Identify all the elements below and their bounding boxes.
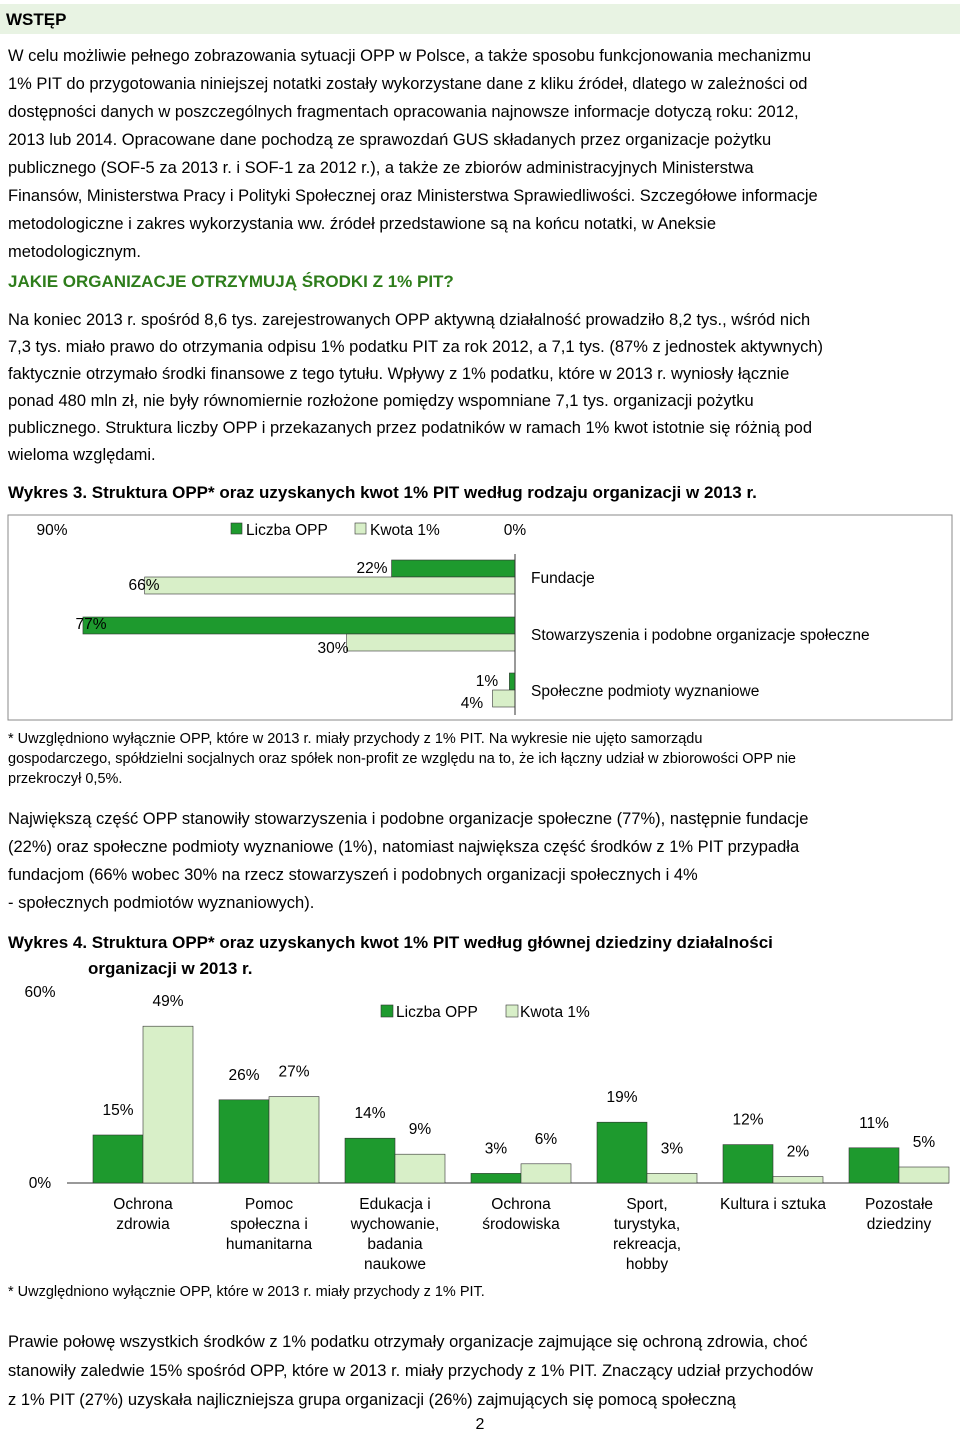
section-title: JAKIE ORGANIZACJE OTRZYMUJĄ ŚRODKI Z 1% PIT? [8,272,454,291]
text-line: - społecznych podmiotów wyznaniowych). [8,894,315,912]
chart3-label-kwota: 4% [460,695,484,712]
chart4-category-label: Ochrona [491,1196,551,1213]
chart4-bar-liczba [723,1145,773,1183]
chart4-label-kwota: 49% [152,993,184,1011]
chart3-bar-kwota [145,577,515,594]
text-line: z 1% PIT (27%) uzyskała najliczniejsza grupa organizacji (26%) zajmujących się pomocą społeczną [8,1391,736,1409]
text-line: metodologicznym. [8,243,141,261]
legend-label-kwota: Kwota 1% [520,1004,590,1021]
text-line: Największą część OPP stanowiły stowarzyszenia i podobne organizacje społeczne (77%), następnie fundacje [8,810,809,828]
note-line: przekroczył 0,5%. [8,771,123,787]
chart3-title: Wykres 3. Struktura OPP* oraz uzyskanych kwot 1% PIT według rodzaju organizacji w 2013 r. [8,483,757,502]
chart4-bar-liczba [471,1173,521,1183]
legend-swatch-liczba [231,523,242,534]
page-heading: WSTĘP [6,10,67,29]
chart4-title-line: organizacji w 2013 r. [88,959,253,978]
paragraph-2 [8,307,954,469]
legend-swatch-liczba [381,1005,393,1017]
text-line: wieloma względami. [8,446,156,464]
chart4-y-bottom-label: 0% [28,1175,52,1192]
chart4-bar-liczba [93,1135,143,1183]
text-line: 1% PIT do przygotowania niniejszej notatki zostały wykorzystane dane z kliku źródeł, dlatego w zależności od [8,75,808,93]
text-line: (22%) oraz społeczne podmioty wyznaniowe (1%), natomiast największa część środków z 1% PIT przypadła [8,838,800,856]
chart4-label-liczba: 26% [228,1066,260,1084]
chart3-label-kwota: 22% [356,560,388,577]
chart4-category-label: humanitarna [225,1236,313,1253]
chart4-category-label: Pomoc [244,1196,294,1213]
chart4-bar-kwota [773,1177,823,1183]
chart4-note: * Uwzględniono wyłącznie OPP, które w 2013 r. miały przychody z 1% PIT. [8,1284,485,1300]
text-line: ponad 480 mln zł, nie były równomiernie rozłożone pomiędzy wspomniane 7,1 tys. organizacji pożytku [8,392,754,410]
text-line: stanowiły zaledwie 15% spośród OPP, które w 2013 r. miały przychody z 1% PIT. Znaczący udział przychodów [8,1362,813,1380]
chart4-label-kwota: 9% [408,1121,432,1139]
chart4-bar-kwota [899,1167,949,1183]
chart4-category-label: Sport, [626,1196,668,1213]
chart4-y-top-label: 60% [24,984,56,1001]
chart4-label-kwota: 2% [786,1143,810,1161]
text-line: Na koniec 2013 r. spośród 8,6 tys. zarejestrowanych OPP aktywną działalność prowadziło 8,2 tys., wśród nich [8,311,811,329]
legend-label-liczba: Liczba OPP [246,522,328,539]
chart4-category-label: Edukacja i [359,1196,431,1213]
text-line: Finansów, Ministerstwa Pracy i Polityki Społecznej oraz Ministerstwa Sprawiedliwości. Szczegółowe informacje [8,187,818,205]
chart4-bar-kwota [647,1173,697,1183]
chart4-label-kwota: 27% [278,1063,310,1081]
chart4-category-label: dziedziny [866,1216,932,1233]
chart3-axis-label-right: 0% [503,522,527,539]
chart4-label-kwota: 6% [534,1130,558,1148]
text-line: fundacjom (66% wobec 30% na rzecz stowarzyszeń i podobnych organizacji społecznych i 4% [8,866,698,884]
chart4-bar-liczba [345,1138,395,1183]
legend-label-kwota: Kwota 1% [370,522,440,539]
chart4-category-label: wychowanie, [350,1216,440,1233]
text-line: metodologiczne i zakres wykorzystania ww. źródeł przedstawione są na końcu notatki, w Aneksie [8,215,717,233]
chart3-note [8,729,954,789]
text-line: 2013 lub 2014. Opracowane dane pochodzą ze sprawozdań GUS składanych przez organizacje pożytku [8,131,772,149]
legend-label-liczba: Liczba OPP [396,1004,478,1021]
chart3-label-liczba: 77% [75,616,107,633]
chart4-label-kwota: 3% [660,1140,684,1158]
chart4-category-label: Ochrona [113,1196,173,1213]
chart4-label-liczba: 19% [606,1089,638,1107]
chart4-bar-kwota [521,1164,571,1183]
chart3-category-label: Stowarzyszenia i podobne organizacje społeczne [531,627,870,644]
chart4-category-label: Kultura i sztuka [720,1196,826,1213]
chart3-label-liczba: 66% [128,577,160,594]
chart4-category-label: środowiska [482,1216,560,1233]
chart3-label-kwota: 30% [317,640,349,657]
chart4-bar-liczba [219,1100,269,1183]
chart3-label-liczba: 1% [475,673,499,690]
text-line: publicznego (SOF-5 za 2013 r. i SOF-1 za 2012 r.), a także ze zbiorów administracyjnych Ministerstwa [8,159,754,177]
heading-bar [0,4,960,34]
chart4-label-liczba: 15% [102,1102,134,1119]
chart4-bar-kwota [395,1154,445,1183]
chart4-title [8,930,773,982]
intro-paragraph [8,42,954,266]
page-number: 2 [475,1416,485,1433]
chart4-bar-liczba [849,1148,899,1183]
chart4-bar-kwota [143,1026,193,1183]
chart4-label-kwota: 5% [912,1134,936,1151]
chart4-category-label: rekreacja, [612,1236,682,1253]
chart4-category-label: Pozostałe [864,1196,934,1213]
chart4 [0,978,960,1280]
chart4-title-line: Wykres 4. Struktura OPP* oraz uzyskanych kwot 1% PIT według głównej dziedziny działalności [8,933,773,952]
chart4-category-label: turystyka, [613,1216,681,1233]
text-line: 7,3 tys. miało prawo do otrzymania odpisu 1% podatku PIT za rok 2012, a 7,1 tys. (87% z jednostek aktywnych) [8,338,824,356]
chart4-label-liczba: 11% [859,1114,889,1132]
text-line: Prawie połowę wszystkich środków z 1% podatku otrzymały organizacje zajmujące się ochroną zdrowia, choć [8,1333,808,1351]
text-line: dostępności danych w poszczególnych fragmentach opracowania najnowsze informacje dotyczą roku: 2012, [8,103,799,121]
legend-swatch-kwota [355,523,366,534]
chart4-label-liczba: 3% [484,1140,508,1158]
chart4-category-label: społeczna i [230,1216,308,1233]
chart4-category-label: zdrowia [116,1216,170,1233]
chart3-category-label: Społeczne podmioty wyznaniowe [531,683,760,700]
chart4-category-label: hobby [625,1256,669,1273]
chart3-bar-kwota [347,634,515,651]
note-line: * Uwzględniono wyłącznie OPP, które w 2013 r. miały przychody z 1% PIT. Na wykresie nie ujęto samorządu [8,731,703,747]
paragraph-4 [8,1328,954,1415]
chart4-bar-liczba [597,1122,647,1183]
chart4-bar-kwota [269,1097,319,1183]
chart3-axis-label-left: 90% [36,522,68,539]
chart3-bar-liczba [509,673,515,690]
text-line: W celu możliwie pełnego zobrazowania sytuacji OPP w Polsce, a także sposobu funkcjonowania mechanizmu [8,47,812,65]
note-line: gospodarczego, spółdzielni socjalnych oraz spółek non-profit ze względu na to, że ich łączny udział w zbiorowości OPP nie [8,751,796,767]
legend-swatch-kwota [506,1005,518,1017]
chart3-bar-liczba [392,560,515,577]
text-line: faktycznie otrzymało środki finansowe z tego tytułu. Wpływy z 1% podatku, które w 2013 r. wyniosły łącznie [8,365,790,383]
chart4-category-label: badania [367,1236,423,1253]
text-line: publicznego. Struktura liczby OPP i przekazanych przez podatników w ramach 1% kwot istotnie się różnią pod [8,419,813,437]
chart3-bar-kwota [493,690,515,707]
chart3 [0,510,960,725]
chart4-label-liczba: 14% [354,1105,386,1123]
chart3-category-label: Fundacje [531,570,595,587]
chart3-bar-liczba [83,617,515,634]
chart4-category-label: naukowe [363,1256,427,1273]
paragraph-3 [8,805,954,917]
chart4-label-liczba: 12% [732,1111,764,1129]
